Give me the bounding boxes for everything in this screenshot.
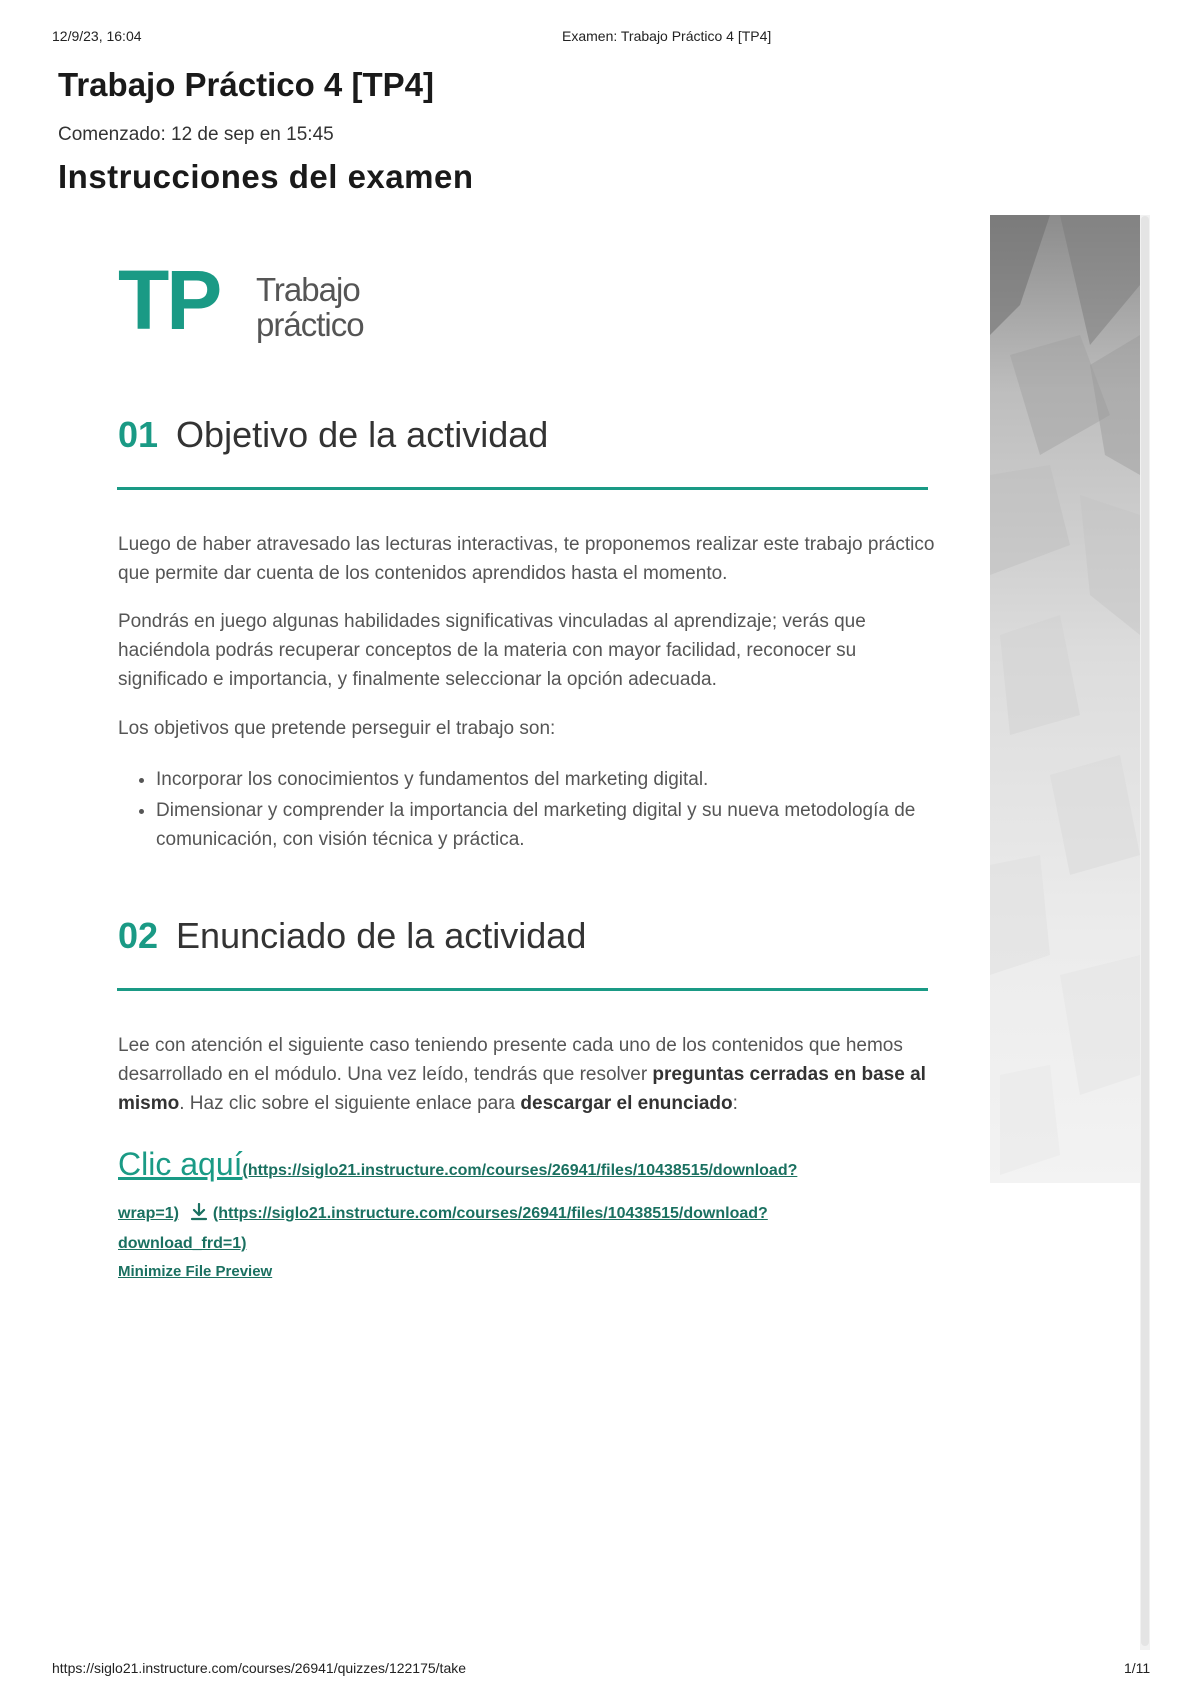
decorative-architecture-image	[990, 215, 1140, 1183]
print-header-title: Examen: Trabajo Práctico 4 [TP4]	[562, 28, 772, 44]
download-icon[interactable]	[189, 1203, 209, 1221]
section-2-number: 02	[118, 915, 159, 956]
section-2-paragraph	[118, 1031, 938, 1118]
paragraph-text: . Haz clic sobre el siguiente enlace para	[179, 1093, 521, 1114]
section-1-paragraph-2: Pondrás en juego algunas habilidades significativas vinculadas al aprendizaje; verás que haciéndola podrás recuperar conceptos de la materia con mayor facilidad, reconocer su significado e importancia, y finalmente seleccionar la opción adecuada.	[118, 611, 866, 690]
preview-link-url-end[interactable]: wrap=1)	[118, 1205, 179, 1222]
objectives-list	[118, 765, 976, 856]
instructions-heading: Instrucciones del examen	[58, 158, 474, 195]
list-item: • Dimensionar y comprender la importancia del marketing digital y su nueva metodología de comunicación, con visión técnica y práctica.	[156, 796, 976, 854]
tp-logo-text	[256, 272, 364, 342]
download-links	[118, 1144, 938, 1280]
list-item: • Incorporar los conocimientos y fundamentos del marketing digital.	[156, 765, 976, 794]
section-2-title: Enunciado de la actividad	[176, 915, 587, 956]
section-1-heading	[118, 414, 548, 456]
section-1-paragraph-3: Los objetivos que pretende perseguir el trabajo son:	[118, 718, 556, 739]
tp-logo-line2: práctico	[256, 306, 364, 343]
paragraph-text: :	[732, 1093, 738, 1114]
scrollbar-thumb[interactable]	[1141, 216, 1149, 1646]
clic-aqui-link[interactable]: Clic aquí	[118, 1146, 243, 1182]
started-timestamp: Comenzado: 12 de sep en 15:45	[58, 124, 334, 145]
preview-link-url[interactable]: (https://siglo21.instructure.com/courses/26941/files/10438515/download?	[242, 1162, 798, 1179]
tp-logo-line1: Trabajo	[256, 271, 360, 308]
download-link-url-end[interactable]: download_frd=1)	[118, 1235, 247, 1252]
preview-link-line	[118, 1144, 938, 1191]
section-2-divider	[117, 988, 928, 991]
paragraph-bold-text: descargar el enunciado	[520, 1093, 733, 1114]
section-1-paragraph-1: Luego de haber atravesado las lecturas interactivas, te proponemos realizar este trabajo práctico que permite dar cuenta de los contenidos aprendidos hasta el momento.	[118, 534, 935, 584]
section-1-title: Objetivo de la actividad	[176, 414, 549, 455]
download-link-url[interactable]: (https://siglo21.instructure.com/courses/26941/files/10438515/download?	[212, 1205, 768, 1222]
print-header-date: 12/9/23, 16:04	[52, 28, 142, 44]
section-1-divider	[117, 487, 928, 490]
page-title: Trabajo Práctico 4 [TP4]	[58, 66, 434, 103]
print-footer-url: https://siglo21.instructure.com/courses/26941/quizzes/122175/take	[52, 1660, 467, 1676]
download-link-line	[118, 1199, 938, 1259]
tp-logo-mark: TP	[118, 253, 220, 347]
paragraph-bold-text: preguntas cerradas en base al mismo	[118, 1064, 926, 1114]
tp-logo	[118, 253, 398, 352]
paragraph-text: Lee con atención el siguiente caso teniendo presente cada uno de los contenidos que hemos desarrollado en el módulo. Una vez leído, tendrás que resolver	[118, 1035, 903, 1085]
section-1-number: 01	[118, 414, 159, 455]
section-2-heading	[118, 915, 586, 957]
minimize-file-preview-link[interactable]: Minimize File Preview	[118, 1263, 273, 1280]
print-footer-page-number: 1/11	[1124, 1660, 1151, 1676]
